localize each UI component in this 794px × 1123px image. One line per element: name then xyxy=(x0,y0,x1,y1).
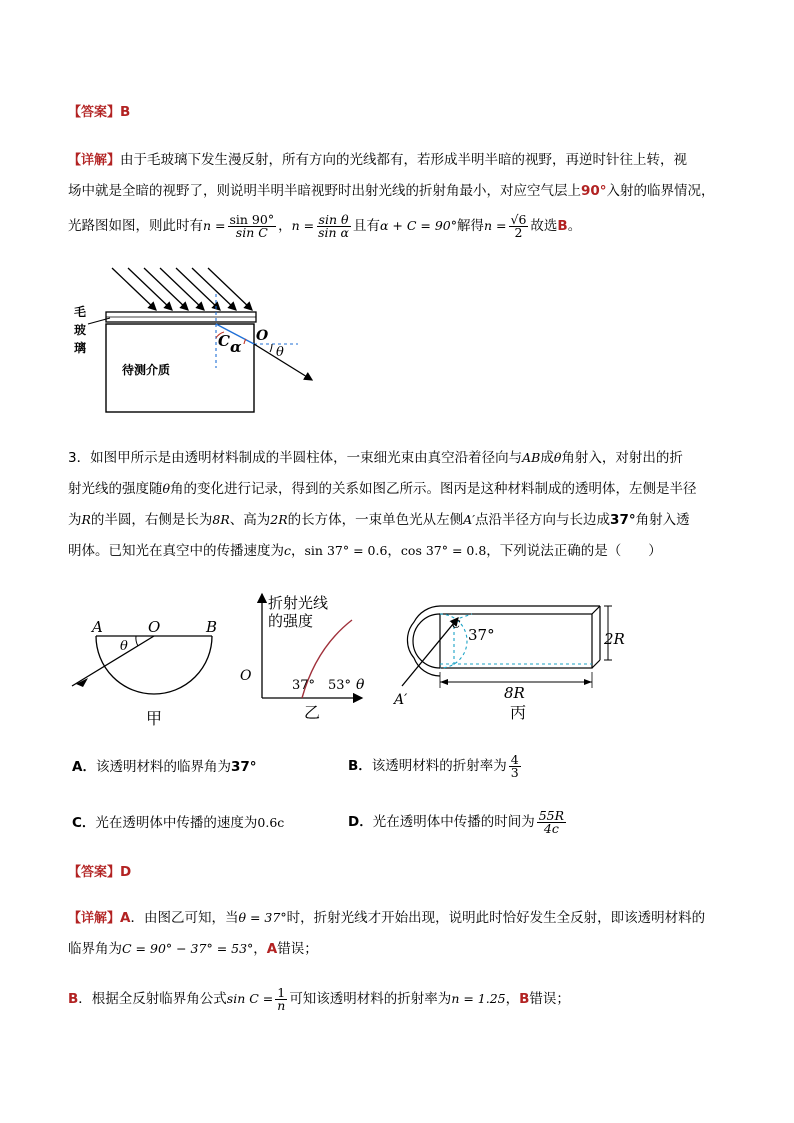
option-text: 光在透明体中传播的时间为 xyxy=(372,814,535,830)
detail-bracket: 【详解】 xyxy=(68,153,121,168)
tick-53: 53° xyxy=(328,678,352,693)
detail-text: ， xyxy=(253,941,267,957)
fraction-denominator: n xyxy=(277,997,286,1013)
question-text: ， xyxy=(291,543,305,559)
question-text: 角的变化进行记录，得到的关系如图乙所示。图丙是这种材料制成的透明体，左侧是半径 xyxy=(170,481,697,497)
question-text: 角射入透 xyxy=(635,512,690,528)
caption-jia: 甲 xyxy=(146,709,163,728)
angle-37: 37° xyxy=(610,512,636,528)
label-glass-3: 璃 xyxy=(74,341,87,355)
detail-choice: B xyxy=(68,991,79,1007)
option-value: 0.6c xyxy=(257,815,285,830)
var-A-prime: A′ xyxy=(463,512,476,527)
detail-1-line-3 xyxy=(68,212,581,240)
incident-rays xyxy=(112,268,252,310)
formula-1-lhs: n = xyxy=(203,218,226,233)
answer-2 xyxy=(68,862,131,883)
label-B: B xyxy=(206,618,218,636)
detail-text: 可知该透明材料的折射率为 xyxy=(289,991,452,1007)
cos-37: cos 37° = 0.8 xyxy=(400,543,487,558)
sin-37: sin 37° = 0.6 xyxy=(304,543,388,558)
question-3-line-1 xyxy=(68,448,683,468)
detail-2-line-2 xyxy=(68,939,318,959)
answer-1 xyxy=(68,102,130,123)
fraction-numerator: 4 xyxy=(510,751,519,767)
option-B[interactable] xyxy=(348,750,523,782)
fraction-denominator: 4c xyxy=(543,820,559,836)
label-glass-2: 玻 xyxy=(74,323,87,337)
question-text: 3．如图甲所示是由透明材料制成的半圆柱体，一束细光束由真空沿着径向与 xyxy=(68,450,523,466)
option-text: 该透明材料的折射率为 xyxy=(371,758,507,774)
y-label-2: 的强度 xyxy=(268,612,314,630)
detail-2-line-1 xyxy=(68,908,705,929)
fraction-numerator: √6 xyxy=(510,211,527,227)
detail-eq: n = 1.25 xyxy=(451,991,506,1006)
label-theta: θ xyxy=(120,639,128,654)
angle-label: 37° xyxy=(468,626,495,644)
figure-jia-semicircle xyxy=(66,612,226,730)
option-text: 光在透明体中传播的速度为 xyxy=(95,815,258,831)
detail-text: ， xyxy=(505,991,520,1007)
figure-yi-intensity-graph xyxy=(236,588,376,728)
formula-4-fraction xyxy=(509,211,529,240)
caption-bing: 丙 xyxy=(510,703,527,722)
caption-yi: 乙 xyxy=(304,703,321,722)
question-text: 、高为 xyxy=(229,512,271,528)
label-A: A xyxy=(92,618,103,636)
option-label: C． xyxy=(72,815,96,831)
label-O: O xyxy=(256,328,269,344)
var-8R: 8R xyxy=(212,512,230,527)
y-label-1: 折射光线 xyxy=(268,594,329,612)
formula-1-fraction xyxy=(228,211,277,240)
length-label: 8R xyxy=(504,684,525,702)
detail-text: 场中就是全暗的视野了，则说明半明半暗视野时出射光线的折射角最小，对应空气层上 xyxy=(68,183,581,199)
answer-bracket: 【答案】 xyxy=(68,105,121,120)
option-fraction xyxy=(509,751,521,780)
question-3-line-3 xyxy=(68,510,690,530)
label-C: C xyxy=(452,618,461,631)
x-label: θ xyxy=(356,677,365,693)
question-text: ， xyxy=(387,543,401,559)
fraction-numerator: 55R xyxy=(538,807,565,823)
answer-value: D xyxy=(120,864,132,880)
fraction-denominator: 3 xyxy=(510,764,519,780)
detail-2-line-3 xyxy=(68,984,570,1014)
formula-2-lhs: n = xyxy=(291,218,315,233)
detail-text: 光路图如图，则此时有 xyxy=(68,218,203,234)
formula-3: α + C = 90° xyxy=(379,218,457,233)
question-text: ，下列说法正确的是（ ） xyxy=(486,543,662,559)
detail-choice: A xyxy=(120,910,131,926)
question-3-line-2 xyxy=(68,479,697,499)
option-A[interactable] xyxy=(72,757,257,777)
label-medium: 待测介质 xyxy=(122,363,171,377)
question-text: 成 xyxy=(540,450,554,466)
question-text: 点沿半径方向与长边成 xyxy=(475,512,611,528)
fraction-denominator: 2 xyxy=(514,224,523,240)
label-theta: θ xyxy=(276,345,284,360)
formula-4-lhs: n = xyxy=(484,218,507,233)
fraction-numerator: 1 xyxy=(277,984,286,1000)
detail-1-line-2 xyxy=(68,181,715,201)
origin-label: O xyxy=(240,668,252,684)
option-text: 该透明材料的临界角为 xyxy=(95,759,231,775)
frosted-glass-diagram xyxy=(66,258,326,418)
detail-choice: B xyxy=(557,218,568,234)
detail-text: 。 xyxy=(567,218,582,234)
var-theta: θ xyxy=(553,450,562,465)
fraction-denominator: sin α xyxy=(318,224,349,240)
detail-text: 错误； xyxy=(277,941,318,957)
detail-text: ．根据全反射临界角公式 xyxy=(78,991,227,1007)
answer-bracket: 【答案】 xyxy=(68,865,121,880)
detail-text: ．由图乙可知，当 xyxy=(130,910,239,926)
option-C[interactable] xyxy=(72,813,284,833)
var-theta: θ xyxy=(162,481,171,496)
tick-37: 37° xyxy=(292,678,316,693)
figure-bing-transparent-body xyxy=(392,598,640,728)
question-text: 角射入，对射出的折 xyxy=(561,450,683,466)
question-text: 为 xyxy=(68,512,82,528)
detail-text: 且有 xyxy=(352,218,380,234)
detail-angle: 90° xyxy=(581,183,607,199)
var-R: R xyxy=(81,512,91,527)
label-glass-1: 毛 xyxy=(74,305,87,319)
detail-text: 临界角为 xyxy=(68,941,122,957)
fraction-numerator: sin θ xyxy=(318,211,349,227)
detail-text: 由于毛玻璃下发生漫反射，所有方向的光线都有，若形成半明半暗的视野，再逆时针往上转，视 xyxy=(120,152,688,168)
formula-2-fraction xyxy=(316,211,351,240)
question-3-line-4 xyxy=(68,541,662,561)
detail-eq: θ = 37° xyxy=(238,910,287,925)
option-fraction xyxy=(537,807,566,836)
var-AB: AB xyxy=(522,450,541,465)
A-prime-label: A′ xyxy=(394,692,408,708)
question-text: 的半圆，右侧是长为 xyxy=(90,512,213,528)
height-label: 2R xyxy=(604,630,625,648)
var-2R: 2R xyxy=(270,512,288,527)
detail-eq: C = 90° − 37° = 53° xyxy=(122,941,254,956)
label-alpha: α xyxy=(230,338,242,356)
option-value: 37° xyxy=(230,759,257,775)
question-text: 的长方体，一束单色光从左侧 xyxy=(287,512,464,528)
detail-text: 故选 xyxy=(530,218,558,234)
fraction-denominator: sin C xyxy=(235,224,268,240)
detail-bracket: 【详解】 xyxy=(68,911,121,926)
label-C: C xyxy=(218,332,230,350)
option-label: D． xyxy=(348,814,373,830)
detail-text: 解得 xyxy=(457,218,484,234)
detail-choice: A xyxy=(266,941,278,957)
detail-text: 错误； xyxy=(529,991,570,1007)
answer-value: B xyxy=(120,104,131,120)
question-text: 明体。已知光在真空中的传播速度为 xyxy=(68,543,284,559)
var-c: c xyxy=(284,543,292,558)
fraction-numerator: sin 90° xyxy=(229,211,275,227)
detail-choice: B xyxy=(519,991,530,1007)
detail-text: 时，折射光线才开始出现，说明此时恰好发生全反射，即该透明材料的 xyxy=(286,910,706,926)
comma: ， xyxy=(278,218,292,234)
detail-text: 入射的临界情况， xyxy=(606,183,715,199)
label-O: O xyxy=(148,618,161,636)
option-label: A． xyxy=(72,759,96,775)
option-label: B． xyxy=(348,758,372,774)
option-D[interactable] xyxy=(348,806,568,838)
detail-fraction xyxy=(275,984,287,1013)
detail-1-line-1 xyxy=(68,150,687,171)
detail-eq: sin C = xyxy=(226,991,274,1006)
question-text: 射光线的强度随 xyxy=(68,481,163,497)
